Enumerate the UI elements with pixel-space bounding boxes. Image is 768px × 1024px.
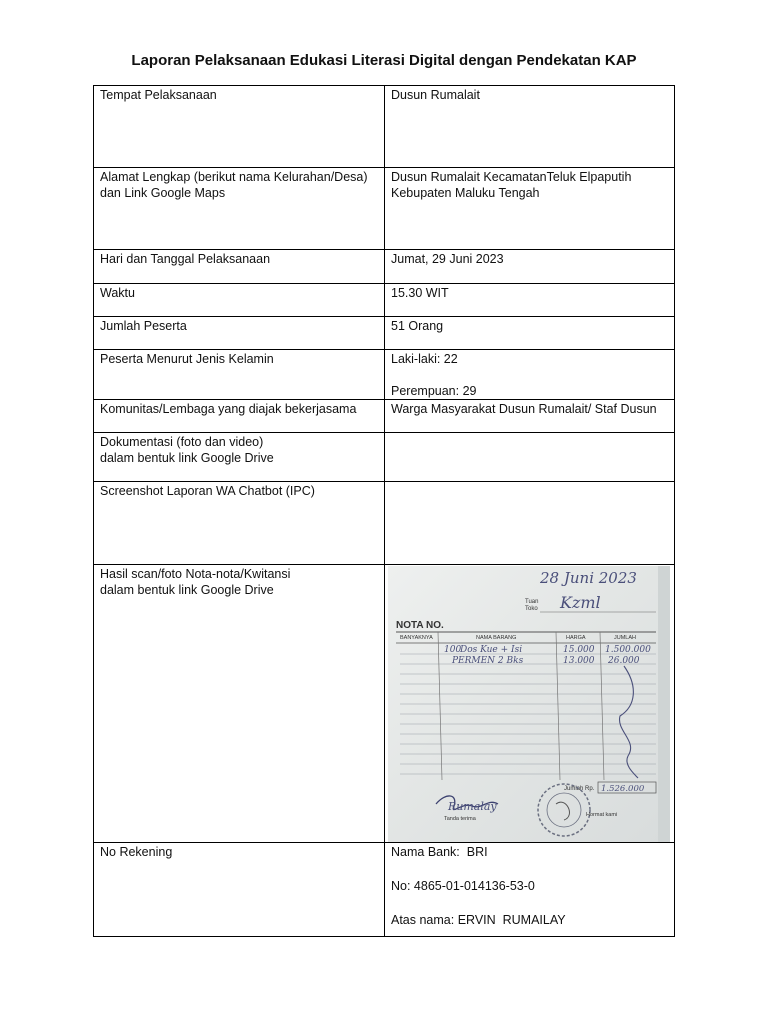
label-cell — [94, 565, 385, 843]
label-cell — [94, 250, 385, 284]
account-number: No: 4865-01-014136-53-0 — [391, 879, 535, 893]
value-cell — [385, 168, 675, 250]
table-row — [94, 250, 675, 284]
receipt-item-price: 13.000 — [563, 656, 595, 666]
receipt-item-name: Dos Kue + Isi — [460, 645, 523, 655]
label-text: Dokumentasi (foto dan video) — [100, 435, 264, 449]
label-cell — [94, 168, 385, 250]
receipt-signature: Rumalay — [448, 800, 497, 813]
receipt-header-name: NAMA BARANG — [476, 635, 517, 641]
page-title: Laporan Pelaksanaan Edukasi Literasi Digital dengan Pendekatan KAP — [131, 52, 637, 69]
table-row — [94, 86, 675, 168]
value-cell — [385, 565, 675, 843]
label-cell — [94, 284, 385, 317]
table-row — [94, 843, 675, 937]
value-cell — [385, 433, 675, 482]
receipt-jumlah-value: 1.526.000 — [601, 784, 645, 794]
label-cell — [94, 843, 385, 937]
label-text: Screenshot Laporan WA Chatbot (IPC) — [100, 484, 315, 498]
value-text: Dusun Rumalait — [391, 88, 480, 102]
receipt-toko-label: Toko — [525, 606, 538, 612]
value-text: Perempuan: 29 — [391, 384, 477, 398]
label-text: Tempat Pelaksanaan — [100, 88, 217, 102]
value-cell — [385, 86, 675, 168]
label-text: Hasil scan/foto Nota-nota/Kwitansi — [100, 567, 291, 581]
receipt-date: 28 Juni 2023 — [540, 569, 637, 587]
value-text: Dusun Rumalait KecamatanTeluk Elpaputih — [391, 170, 632, 184]
label-text: Komunitas/Lembaga yang diajak bekerjasama — [100, 402, 357, 416]
receipt-header-total: JUMLAH — [614, 635, 637, 641]
value-text: 51 Orang — [391, 319, 444, 333]
value-text: Laki-laki: 22 — [391, 352, 458, 366]
table-row — [94, 284, 675, 317]
label-text: Jumlah Peserta — [100, 319, 187, 333]
value-cell — [385, 284, 675, 317]
table-row — [94, 168, 675, 250]
label-text: dalam bentuk link Google Drive — [100, 451, 274, 465]
value-cell — [385, 400, 675, 433]
receipt-item-name: PERMEN 2 Bks — [452, 656, 524, 666]
receipt-item-price: 15.000 — [563, 645, 595, 655]
value-cell — [385, 350, 675, 400]
label-text: Waktu — [100, 286, 135, 300]
label-cell — [94, 317, 385, 350]
receipt-jumlah-label: Jumlah Rp. — [564, 786, 595, 792]
label-text: dalam bentuk link Google Drive — [100, 583, 274, 597]
value-cell — [385, 843, 675, 937]
label-cell — [94, 86, 385, 168]
receipt-hormat-kami: Hormat kami — [586, 812, 618, 818]
value-cell — [385, 317, 675, 350]
receipt-header-qty: BANYAKNYA — [400, 635, 433, 641]
bank-name: Nama Bank: BRI — [391, 845, 488, 859]
label-text: Alamat Lengkap (berikut nama Kelurahan/Desa) — [100, 170, 368, 184]
label-text: dan Link Google Maps — [100, 186, 226, 200]
value-cell — [385, 250, 675, 284]
receipt-item-total: 1.500.000 — [605, 645, 651, 655]
account-holder: Atas nama: ERVIN RUMAILAY — [391, 913, 566, 927]
report-table — [93, 85, 675, 937]
table-row — [94, 400, 675, 433]
receipt-tuan-label: Tuan — [525, 599, 539, 605]
value-cell — [385, 482, 675, 565]
table-row — [94, 317, 675, 350]
receipt-item-qty: 100 — [444, 645, 462, 655]
label-cell — [94, 350, 385, 400]
receipt-photo — [388, 566, 670, 842]
table-row — [94, 350, 675, 400]
table-row — [94, 433, 675, 482]
receipt-customer: Kzml — [560, 593, 601, 612]
table-row — [94, 482, 675, 565]
receipt-header-price: HARGA — [566, 635, 586, 641]
value-text: 15.30 WIT — [391, 286, 449, 300]
receipt-nota-label: NOTA NO. — [396, 620, 444, 631]
label-cell — [94, 400, 385, 433]
receipt-tanda-terima: Tanda terima — [444, 816, 476, 822]
value-text: Jumat, 29 Juni 2023 — [391, 252, 504, 266]
table-row — [94, 565, 675, 843]
label-text: Hari dan Tanggal Pelaksanaan — [100, 252, 271, 266]
label-text: No Rekening — [100, 845, 173, 859]
label-text: Peserta Menurut Jenis Kelamin — [100, 352, 274, 366]
label-cell — [94, 433, 385, 482]
label-cell — [94, 482, 385, 565]
value-text: Kebupaten Maluku Tengah — [391, 186, 540, 200]
value-text: Warga Masyarakat Dusun Rumalait/ Staf Dusun — [391, 402, 657, 416]
receipt-item-total: 26.000 — [608, 656, 640, 666]
